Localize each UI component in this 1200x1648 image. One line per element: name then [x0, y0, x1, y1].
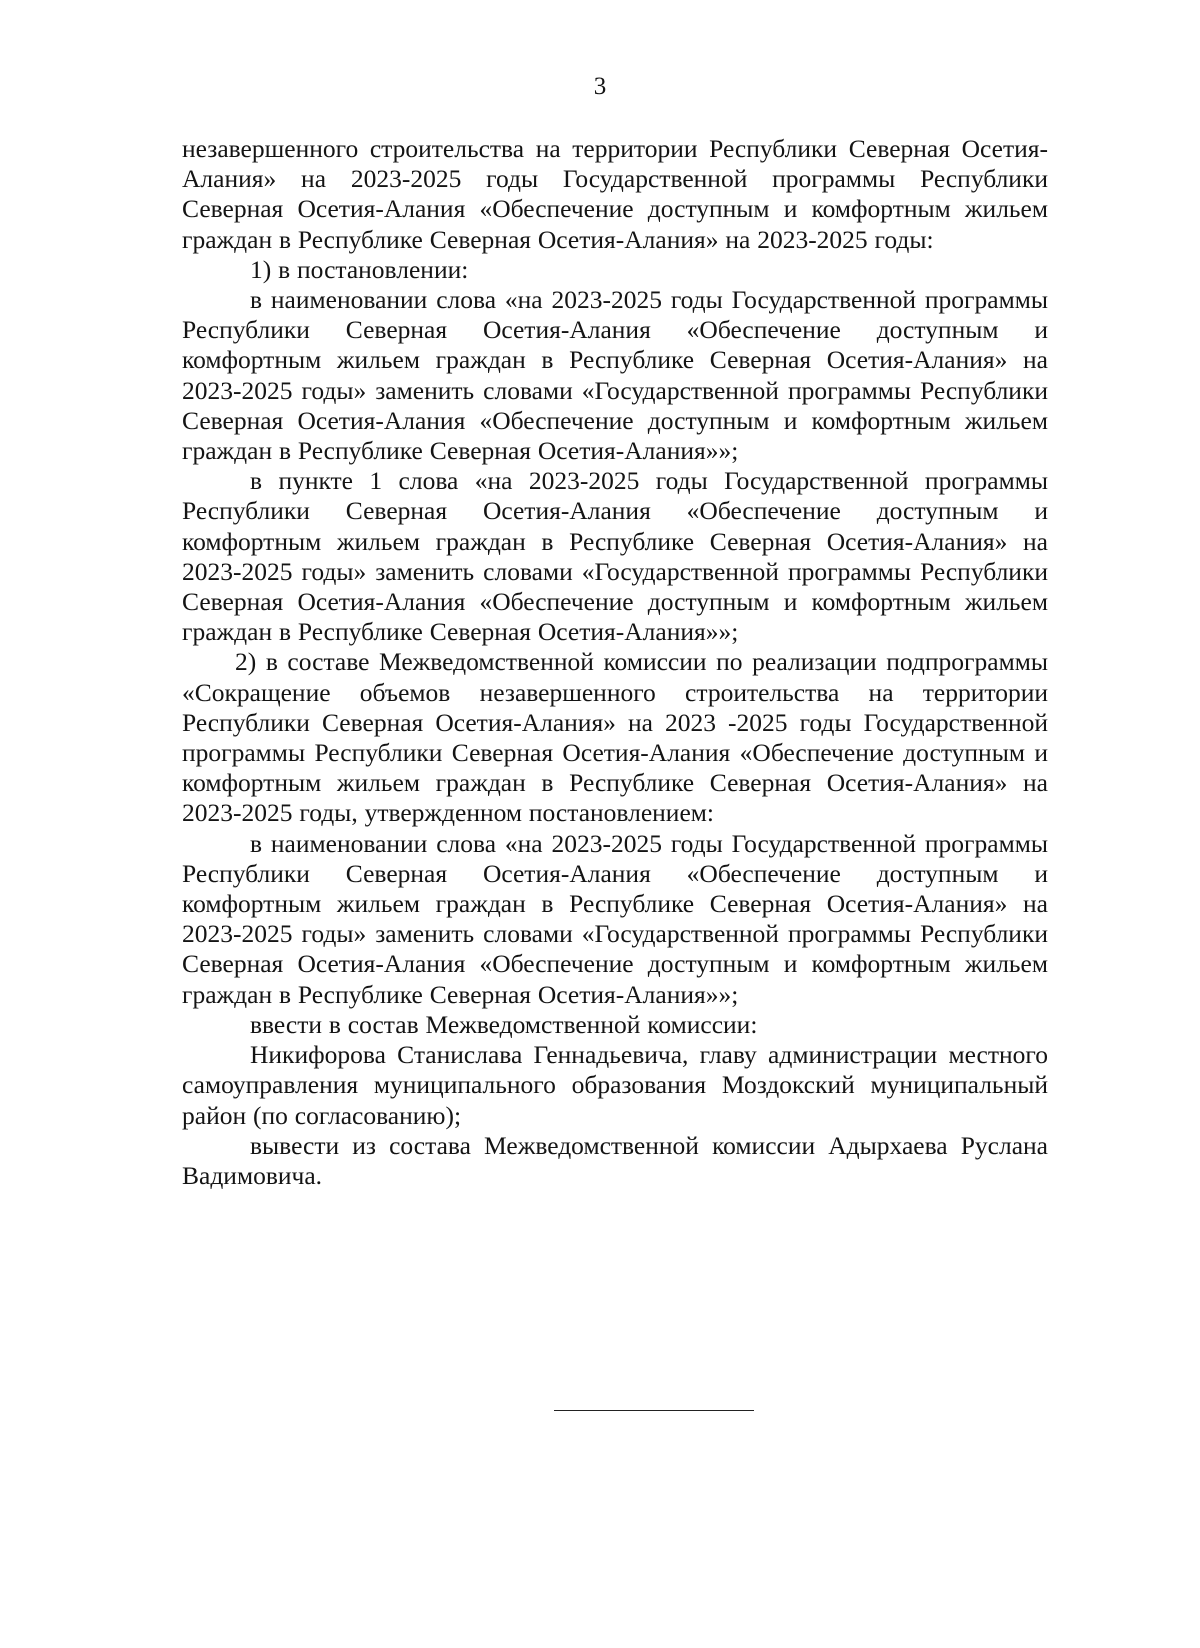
paragraph-introduce-members: ввести в состав Межведомственной комиссии: [250, 1009, 758, 1039]
paragraph-name-amendment: в наименовании слова «на 2023-2025 годы Государственной программы Республики Северная Осетия-Алания «Обеспечение доступным и комфортным жильем граждан в Республике Северная Осетия-Алания» на 2023-2025 годы» заменить словами «Государственной программы Республики Северная Осетия-Алания «Обеспечение доступным и комфортным жильем граждан в Республике Северная Осетия-Алания»»; [182, 285, 1048, 466]
document-body [182, 134, 1048, 1191]
paragraph-item-2-heading: 2) в составе Межведомственной комиссии по реализации подпрограммы «Сокращение объемов незавершенного строительства на территории Республики Северная Осетия-Алания» на 2023 -2025 годы Государственной программы Республики Северная Осетия-Алания «Обеспечение доступным и комфортным жильем граждан в Республике Северная Осетия-Алания» на 2023-2025 годы, утвержденном постановлением: [182, 647, 1048, 828]
end-of-document-rule [554, 1410, 754, 1411]
paragraph-remove-member: вывести из состава Межведомственной комиссии Адырхаева Руслана Вадимовича. [182, 1130, 1048, 1190]
paragraph-item-1-heading: 1) в постановлении: [250, 254, 469, 284]
paragraph-commission-name-amendment: в наименовании слова «на 2023-2025 годы Государственной программы Республики Северная Осетия-Алания «Обеспечение доступным и комфортным жильем граждан в Республике Северная Осетия-Алания» на 2023-2025 годы» заменить словами «Государственной программы Республики Северная Осетия-Алания «Обеспечение доступным и комфортным жильем граждан в Республике Северная Осетия-Алания»»; [182, 828, 1048, 1009]
paragraph-point-1-amendment: в пункте 1 слова «на 2023-2025 годы Государственной программы Республики Северная Осетия-Алания «Обеспечение доступным и комфортным жильем граждан в Республике Северная Осетия-Алания» на 2023-2025 годы» заменить словами «Государственной программы Республики Северная Осетия-Алания «Обеспечение доступным и комфортным жильем граждан в Республике Северная Осетия-Алания»»; [182, 466, 1048, 647]
page-number: 3 [593, 73, 607, 100]
paragraph-new-member: Никифорова Станислава Геннадьевича, главу администрации местного самоуправления муниципального образования Моздокский муниципальный район (по согласованию); [182, 1040, 1048, 1130]
paragraph-continuation: незавершенного строительства на территории Республики Северная Осетия-Алания» на 2023-2025 годы Государственной программы Республики Северная Осетия-Алания «Обеспечение доступным и комфортным жильем граждан в Республике Северная Осетия-Алания» на 2023-2025 годы: [182, 134, 1048, 254]
